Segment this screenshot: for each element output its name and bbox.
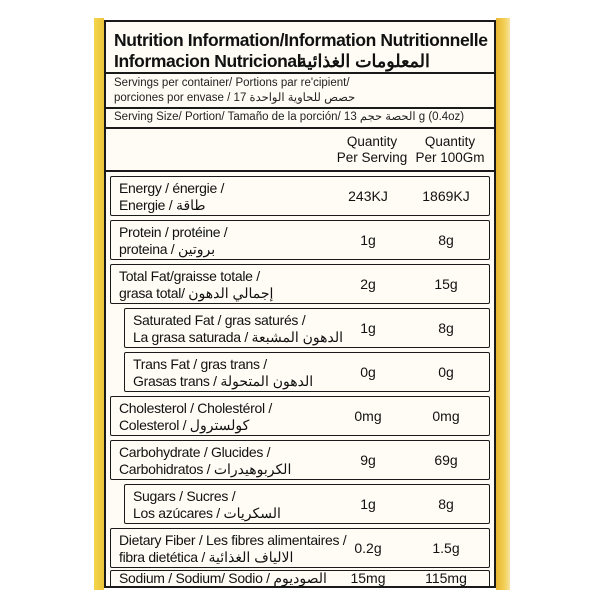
nutrient-label <box>119 444 291 478</box>
value-per-serving: 2g <box>360 276 376 292</box>
nutrient-row-cholesterol <box>110 396 490 436</box>
nutrient-label <box>119 180 224 214</box>
nutrient-label-line: Cholesterol / Cholestérol / <box>119 400 272 416</box>
column-header-line: Per 100Gm <box>415 150 485 165</box>
nutrient-label-line: Carbohidratos / الكربوهيدرات <box>119 461 292 477</box>
nutrient-label-line: Sodium / Sodium/ Sodio / الصوديوم <box>119 570 327 586</box>
nutrient-label <box>119 268 273 302</box>
nutrient-row-protein <box>110 220 490 260</box>
nutrient-row-carbohydrate <box>110 440 490 480</box>
package-edge-left <box>94 18 104 590</box>
nutrient-row-dietary-fiber <box>110 528 490 568</box>
value-per-serving: 15mg <box>350 570 386 586</box>
value-per-serving: 0mg <box>354 408 382 424</box>
nutrient-row-total-fat <box>110 264 490 304</box>
value-per-100g: 8g <box>438 232 454 248</box>
nutrient-label-line: Colesterol / كولسترول <box>119 417 250 433</box>
nutrient-label-line: Total Fat/graisse totale / <box>119 268 260 284</box>
nutrient-label-line: proteina / بروتين <box>119 241 216 257</box>
nutrient-label <box>133 312 343 346</box>
value-per-serving: 1g <box>360 496 376 512</box>
nutrient-label-line: grasa total/ إجمالي الدهون <box>119 285 274 301</box>
nutrient-label <box>119 532 346 566</box>
nutrient-row-sodium <box>110 570 490 586</box>
title-spanish: Informacion Nutricional <box>114 51 302 71</box>
nutrient-label-line: Los azúcares / السكريات <box>133 505 281 521</box>
nutrient-row-trans-fat <box>124 352 490 392</box>
divider <box>106 170 494 172</box>
nutrient-label <box>133 488 281 522</box>
nutrient-label-line: Trans Fat / gras trans / <box>133 356 267 372</box>
serving-size: Serving Size/ Portion/ Tamaño de la porción/ الحصة حجم 13 g (0.4oz) <box>114 111 465 123</box>
nutrient-label-line: Grasas trans / الدهون المتحولة <box>133 373 314 389</box>
nutrient-row-saturated-fat <box>124 308 490 348</box>
value-per-100g: 1.5g <box>432 540 460 556</box>
nutrient-label <box>119 570 327 587</box>
column-header-per-serving <box>332 134 412 166</box>
title-line-1: Nutrition Information/Information Nutritionnelle <box>114 30 488 50</box>
value-per-100g: 15g <box>434 276 458 292</box>
divider <box>106 107 494 109</box>
nutrient-label-line: Energie / طاقة <box>119 197 206 213</box>
package-edge-right <box>496 18 510 590</box>
column-header-per-100g <box>410 134 490 166</box>
nutrient-label <box>119 224 227 258</box>
title-line-2 <box>114 51 490 71</box>
value-per-100g: 1869KJ <box>422 188 470 204</box>
nutrient-row-energy <box>110 176 490 216</box>
column-header-line: Quantity <box>346 134 398 149</box>
value-per-serving: 243KJ <box>348 188 388 204</box>
value-per-100g: 8g <box>438 320 454 336</box>
column-header-line: Quantity <box>424 134 476 149</box>
servings-per-container: Servings per container/ Portions par re'cipient/ <box>114 77 350 89</box>
nutrient-row-sugars <box>124 484 490 524</box>
value-per-100g: 115mg <box>425 570 467 586</box>
servings-count: porciones por envase / حصص للحاوية الواحدة 17 <box>114 92 356 104</box>
value-per-100g: 0mg <box>432 408 460 424</box>
nutrition-facts-panel <box>104 20 496 588</box>
nutrient-label <box>133 356 313 390</box>
nutrient-label-line: Dietary Fiber / Les fibres alimentaires / <box>119 532 347 548</box>
value-per-serving: 0g <box>360 364 376 380</box>
value-per-serving: 0.2g <box>354 540 382 556</box>
value-per-serving: 1g <box>360 320 376 336</box>
nutrient-label <box>119 400 272 434</box>
value-per-serving: 9g <box>360 452 376 468</box>
divider <box>106 72 494 74</box>
column-header-line: Per Serving <box>336 150 408 165</box>
nutrient-label-line: Saturated Fat / gras saturés / <box>133 312 306 328</box>
nutrient-label-line: Protein / protéine / <box>119 224 228 240</box>
nutrient-label-line: Carbohydrate / Glucides / <box>119 444 271 460</box>
value-per-100g: 8g <box>438 496 454 512</box>
title-arabic: المعلومات الغذائية <box>298 51 430 71</box>
nutrient-label-line: Energy / énergie / <box>119 180 225 196</box>
nutrient-label-line: Sugars / Sucres / <box>133 488 236 504</box>
value-per-serving: 1g <box>360 232 376 248</box>
value-per-100g: 0g <box>438 364 454 380</box>
nutrient-label-line: La grasa saturada / الدهون المشبعة <box>133 329 344 345</box>
divider <box>106 127 494 129</box>
nutrient-label-line: fibra dietética / الالياف الغذائية <box>119 549 294 565</box>
value-per-100g: 69g <box>434 452 458 468</box>
